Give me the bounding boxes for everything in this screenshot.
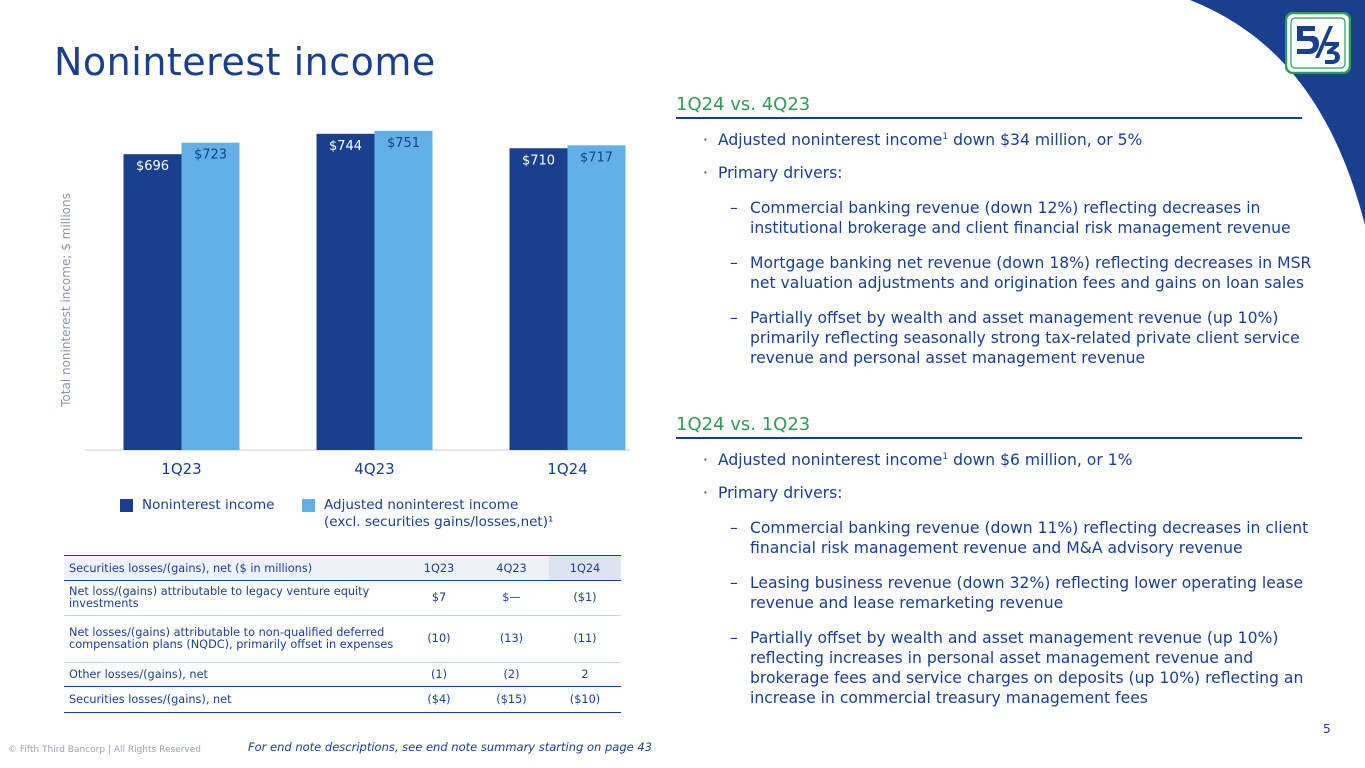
- sub-bullet-text: Commercial banking revenue (down 11%) reflecting decreases in client financial risk management revenue and M&A advisory revenue: [750, 519, 1309, 557]
- securities-table: [64, 555, 621, 713]
- footnote-ref: 1: [942, 452, 949, 462]
- bullet-item: [676, 130, 1336, 150]
- section-heading-yoy: 1Q24 vs. 1Q23: [676, 414, 1302, 439]
- endnote-reference: For end note descriptions, see end note summary starting on page 43: [248, 740, 652, 754]
- bullet-marker: ·: [703, 451, 708, 469]
- bar-adjusted-1q23: [182, 143, 240, 450]
- x-tick-label: 4Q23: [354, 460, 395, 478]
- table-cell: (1): [404, 663, 474, 687]
- bullet-marker: ·: [703, 484, 708, 502]
- sub-bullet-item: [676, 253, 1336, 293]
- table-cell: ($10): [549, 687, 621, 713]
- sub-bullet-item: [676, 628, 1336, 708]
- sub-bullet-text: Leasing business revenue (down 32%) reflecting lower operating lease revenue and lease remarketing revenue: [750, 574, 1304, 612]
- table-row: [64, 663, 621, 687]
- table-cell: (11): [549, 616, 621, 663]
- bar-value-label: $696: [135, 159, 170, 175]
- table-cell: (2): [474, 663, 549, 687]
- bullet-marker: ·: [703, 131, 708, 149]
- bar-noninterest-income-1q23: [124, 154, 182, 450]
- sub-bullet-marker: –: [730, 519, 738, 537]
- table-header-row: [64, 556, 621, 581]
- legend-swatch: [120, 499, 133, 512]
- sub-bullet-item: [676, 518, 1336, 558]
- bullet-text: Primary drivers:: [718, 164, 843, 182]
- table-header: 1Q24: [549, 556, 621, 581]
- legend-swatch: [302, 499, 315, 512]
- sub-bullet-text: Partially offset by wealth and asset management revenue (up 10%) primarily reflecting seasonally strong tax-related private client service revenue and personal asset management revenue: [750, 309, 1300, 367]
- bullet-text: Adjusted noninterest income: [718, 131, 943, 149]
- section-items-qoq: [676, 130, 1336, 383]
- sub-bullet-text: Mortgage banking net revenue (down 18%) reflecting decreases in MSR net valuation adjustments and origination fees and gains on loan sales: [750, 254, 1312, 292]
- table-cell: Securities losses/(gains), net: [64, 687, 404, 713]
- section-heading-qoq: 1Q24 vs. 4Q23: [676, 94, 1302, 119]
- bar-value-label: $744: [328, 138, 363, 154]
- bullet-marker: ·: [703, 164, 708, 182]
- table-cell: $7: [404, 581, 474, 616]
- page-title: Noninterest income: [54, 40, 436, 84]
- legend-label: Adjusted noninterest income: [324, 497, 519, 513]
- table-row: [64, 581, 621, 616]
- table-row: [64, 616, 621, 663]
- bullet-text: Primary drivers:: [718, 484, 843, 502]
- table-cell: (13): [474, 616, 549, 663]
- table-cell: Other losses/(gains), net: [64, 663, 404, 687]
- legend-label-sub: (excl. securities gains/losses,net)¹: [324, 514, 554, 530]
- sub-bullet-text: Commercial banking revenue (down 12%) reflecting decreases in institutional brokerage and client financial risk management revenue: [750, 199, 1291, 237]
- sub-bullet-item: [676, 198, 1336, 238]
- bar-noninterest-income-4q23: [317, 134, 375, 450]
- table-total-row: [64, 687, 621, 713]
- bar-adjusted-4q23: [375, 131, 433, 450]
- bar-value-label: $717: [579, 150, 614, 166]
- bar-value-label: $723: [193, 147, 228, 163]
- bullet-item: [676, 483, 1336, 503]
- copyright-notice: © Fifth Third Bancorp | All Rights Reserved: [8, 745, 201, 755]
- footnote-ref: 1: [942, 132, 949, 142]
- sub-bullet-item: [676, 573, 1336, 613]
- table-cell: ($15): [474, 687, 549, 713]
- table-cell: (10): [404, 616, 474, 663]
- bullet-item: [676, 450, 1336, 470]
- bar-adjusted-1q24: [568, 145, 626, 450]
- sub-bullet-marker: –: [730, 309, 738, 327]
- bullet-item: [676, 163, 1336, 183]
- legend-label: Noninterest income: [142, 497, 275, 513]
- table-cell: Net losses/(gains) attributable to non-qualified deferred compensation plans (NQDC), primarily offset in expenses: [64, 616, 404, 663]
- bar-noninterest-income-1q24: [510, 148, 568, 450]
- bullet-text: down $34 million, or 5%: [948, 131, 1143, 149]
- table-cell: 2: [549, 663, 621, 687]
- sub-bullet-marker: –: [730, 629, 738, 647]
- sub-bullet-marker: –: [730, 574, 738, 592]
- x-tick-label: 1Q23: [161, 460, 202, 478]
- bar-value-label: $751: [386, 135, 421, 151]
- y-axis-label: Total noninterest income; $ millions: [59, 193, 73, 407]
- sub-bullet-text: Partially offset by wealth and asset management revenue (up 10%) reflecting increases in personal asset management revenue and brokerage fees and service charges on deposits (up 10%) reflecting an increase in commercial treasury management fees: [750, 629, 1304, 707]
- bullet-text: Adjusted noninterest income: [718, 451, 943, 469]
- sub-bullet-marker: –: [730, 199, 738, 217]
- bullet-text: down $6 million, or 1%: [948, 451, 1133, 469]
- x-tick-label: 1Q24: [547, 460, 588, 478]
- sub-bullet-item: [676, 308, 1336, 368]
- fifth-third-logo: [1285, 12, 1351, 74]
- table-header: Securities losses/(gains), net ($ in millions): [64, 556, 404, 581]
- bar-value-label: $710: [521, 153, 556, 169]
- noninterest-income-chart: [30, 100, 660, 540]
- sub-bullet-marker: –: [730, 254, 738, 272]
- table-header: 1Q23: [404, 556, 474, 581]
- table-cell: ($4): [404, 687, 474, 713]
- table-cell: ($1): [549, 581, 621, 616]
- table-cell: Net loss/(gains) attributable to legacy venture equity investments: [64, 581, 404, 616]
- page-number: 5: [1323, 722, 1331, 736]
- section-items-yoy: [676, 450, 1336, 723]
- table-cell: $—: [474, 581, 549, 616]
- table-header: 4Q23: [474, 556, 549, 581]
